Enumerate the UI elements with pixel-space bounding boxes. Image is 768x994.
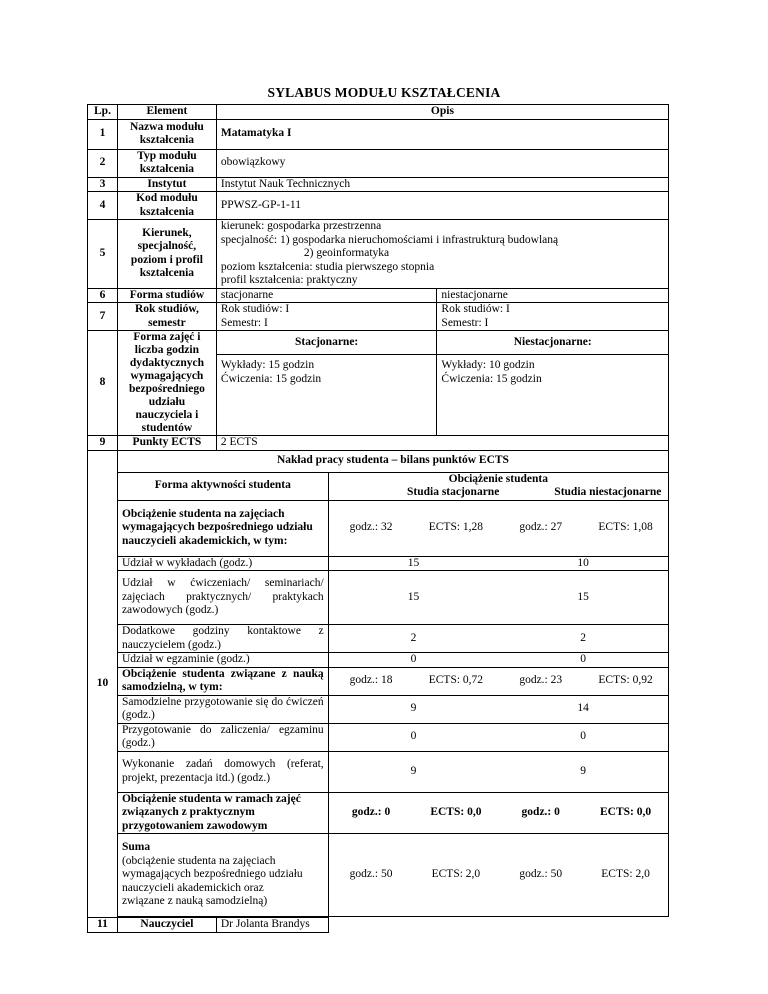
row-6-element: Forma studiów [117, 288, 216, 303]
ects-a-values [328, 500, 668, 556]
row-9-lp: 9 [88, 436, 118, 451]
row-7-left-semester: Semestr: I [220, 316, 268, 329]
ects-a-niestac-hours: godz.: 27 [519, 521, 563, 534]
ects-i-label: Wykonanie zadań domowych (referat, projekt, prezentacja itd.) (godz.) [117, 751, 328, 792]
ects-col-activity: Forma aktywności studenta [117, 472, 328, 500]
ects-h-stac: 0 [410, 730, 417, 743]
row-5-line: 2) geoinformatyka [303, 247, 390, 259]
ects-e-label: Udział w egzaminie (godz.) [117, 653, 328, 668]
row-7-element: Rok studiów, semestr [117, 303, 216, 331]
row-10-lp: 10 [88, 450, 118, 918]
row-6-lp: 6 [88, 288, 118, 303]
row-11-lp: 11 [88, 918, 118, 933]
row-8-left-lectures: Wykłady: 15 godzin [220, 359, 315, 371]
ects-c-stac: 15 [407, 590, 420, 603]
ects-h-label: Przygotowanie do zaliczenia/ egzaminu (godz.) [117, 723, 328, 751]
ects-f-values [328, 667, 668, 695]
ects-c-label: Udział w ćwiczeniach/ seminariach/ zajęciach praktycznych/ praktykach zawodowych (godz.) [117, 571, 328, 625]
row-8-lp: 8 [88, 331, 118, 436]
row-1-element: Nazwa modułu kształcenia [117, 119, 216, 149]
ects-h-niestac: 0 [580, 730, 587, 743]
ects-f-niestac-ects: ECTS: 0,92 [598, 674, 653, 687]
row-2-element: Typ modułu kształcenia [117, 149, 216, 177]
row-3-value: Instytut Nauk Technicznych [216, 177, 668, 192]
ects-f-niestac-hours: godz.: 23 [519, 674, 563, 687]
ects-c-values [328, 571, 668, 625]
ects-j-niestac-ects: ECTS: 0,0 [600, 806, 652, 818]
ects-sum-description: (obciążenie studenta na zajęciach wymagających bezpośredniego udziału nauczycieli akademickich oraz związane z nauką samodzielną) [121, 854, 303, 908]
row-11-element: Nauczyciel [117, 918, 216, 933]
ects-a-stac-hours: godz.: 32 [349, 521, 393, 534]
header-opis: Opis [216, 105, 668, 120]
ects-f-label: Obciążenie studenta związane z nauką samodzielną, w tym: [117, 667, 328, 695]
ects-d-niestac: 2 [580, 631, 587, 644]
syllabus-table [87, 104, 669, 933]
ects-f-stac-hours: godz.: 18 [349, 674, 393, 687]
row-5-line: specjalność: 1) gospodarka nieruchomościami i infrastrukturą budowlaną [220, 233, 559, 246]
ects-col-niestac: Studia niestacjonarne [548, 486, 669, 500]
row-11-value: Dr Jolanta Brandys [216, 918, 328, 933]
row-5-element: Kierunek, specjalność, poziom i profil kształcenia [117, 220, 216, 289]
row-7-lp: 7 [88, 303, 118, 331]
row-7-right-year: Rok studiów: I [441, 303, 510, 315]
row-4-lp: 4 [88, 192, 118, 220]
ects-e-niestac: 0 [580, 653, 587, 665]
ects-g-stac: 9 [410, 702, 417, 715]
row-1-value: Matamatyka I [216, 119, 668, 149]
ects-b-niestac: 10 [577, 556, 589, 569]
row-8-head-right: Niestacjonarne: [437, 331, 669, 355]
row-8-head-left: Stacjonarne: [216, 331, 437, 355]
ects-e-values [328, 653, 668, 668]
ects-f-stac-ects: ECTS: 0,72 [428, 674, 484, 687]
ects-b-stac: 15 [407, 556, 420, 569]
ects-b-values [328, 556, 668, 571]
ects-a-stac-ects: ECTS: 1,28 [428, 521, 484, 534]
row-3-lp: 3 [88, 177, 118, 192]
row-3-element: Instytut [117, 177, 216, 192]
ects-k-values [328, 834, 668, 917]
row-6-left: stacjonarne [216, 288, 437, 303]
ects-i-values [328, 751, 668, 792]
ects-g-niestac: 14 [577, 702, 589, 715]
ects-i-niestac: 9 [580, 764, 587, 777]
ects-j-stac-ects: ECTS: 0,0 [430, 806, 482, 818]
ects-i-stac: 9 [410, 764, 417, 777]
ects-e-stac: 0 [410, 653, 417, 665]
row-4-element: Kod modułu kształcenia [117, 192, 216, 220]
row-7-right [437, 303, 669, 331]
header-element: Element [117, 105, 216, 120]
ects-k-label [117, 834, 328, 917]
header-lp: Lp. [88, 105, 118, 120]
document-title: SYLABUS MODUŁU KSZTAŁCENIA [267, 85, 501, 100]
row-6-right: niestacjonarne [437, 288, 669, 303]
ects-k-niestac-hours: godz.: 50 [519, 868, 563, 881]
row-7-left-year: Rok studiów: I [220, 303, 290, 315]
ects-a-label: Obciążenie studenta na zajęciach wymagających bezpośredniego udziału nauczycieli akademickich, w tym: [117, 500, 328, 556]
row-7-left [216, 303, 437, 331]
ects-section-title: Nakład pracy studenta – bilans punktów ECTS [117, 450, 668, 472]
ects-sum-title: Suma [121, 841, 151, 854]
row-8-element: Forma zajęć i liczba godzin dydaktycznych wymagających bezpośredniego udziału nauczyciela i studentów [117, 331, 216, 436]
ects-g-label: Samodzielne przygotowanie się do ćwiczeń (godz.) [117, 695, 328, 723]
ects-k-stac-hours: godz.: 50 [349, 868, 393, 881]
row-5-line: poziom kształcenia: studia pierwszego stopnia [220, 260, 435, 273]
ects-col-load: Obciążenie studenta [328, 472, 668, 486]
row-9-element: Punkty ECTS [117, 436, 216, 451]
ects-g-values [328, 695, 668, 723]
row-7-right-semester: Semestr: I [441, 316, 489, 329]
ects-d-stac: 2 [410, 631, 417, 644]
ects-h-values [328, 723, 668, 751]
ects-a-niestac-ects: ECTS: 1,08 [598, 521, 653, 534]
ects-j-values [328, 792, 668, 834]
ects-k-stac-ects: ECTS: 2,0 [431, 868, 481, 881]
row-2-lp: 2 [88, 149, 118, 177]
ects-d-values [328, 625, 668, 653]
row-9-value: 2 ECTS [216, 436, 668, 451]
row-8-right [437, 355, 669, 436]
row-11-empty [328, 918, 668, 933]
row-8-left [216, 355, 437, 436]
ects-c-niestac: 15 [577, 590, 589, 603]
ects-j-niestac-hours: godz.: 0 [521, 806, 560, 818]
row-1-lp: 1 [88, 119, 118, 149]
row-8-right-exercises: Ćwiczenia: 15 godzin [441, 372, 542, 385]
row-8-right-lectures: Wykłady: 10 godzin [441, 359, 535, 371]
row-5-lp: 5 [88, 220, 118, 289]
ects-col-stac: Studia stacjonarne [328, 486, 547, 500]
ects-j-stac-hours: godz.: 0 [351, 806, 391, 818]
row-5-line: profil kształcenia: praktyczny [220, 274, 358, 286]
ects-k-niestac-ects: ECTS: 2,0 [601, 868, 650, 881]
row-5-line: kierunek: gospodarka przestrzenna [220, 220, 382, 232]
ects-d-label: Dodatkowe godziny kontaktowe z nauczycielem (godz.) [117, 625, 328, 653]
row-4-value: PPWSZ-GP-1-11 [216, 192, 668, 220]
ects-j-label: Obciążenie studenta w ramach zajęć związanych z praktycznym przygotowaniem zawodowym [117, 792, 328, 834]
ects-b-label: Udział w wykładach (godz.) [117, 556, 328, 571]
row-8-left-exercises: Ćwiczenia: 15 godzin [220, 372, 322, 385]
row-5-value [216, 220, 668, 289]
row-2-value: obowiązkowy [216, 149, 668, 177]
